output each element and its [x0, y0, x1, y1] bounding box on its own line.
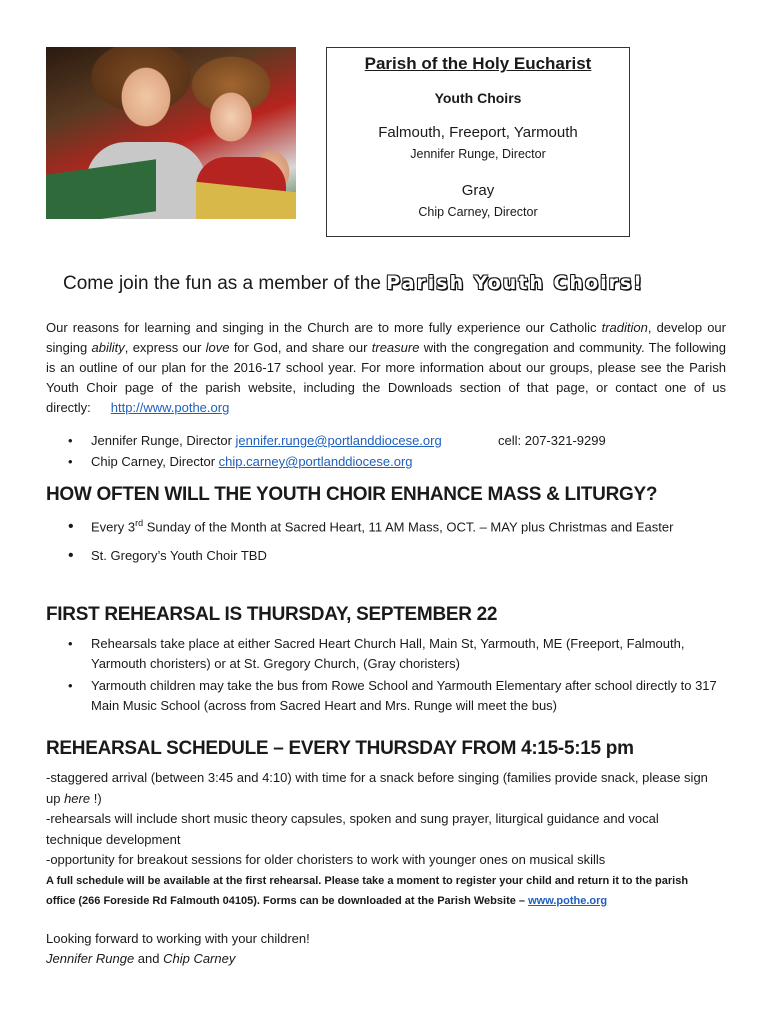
here-link[interactable]: here: [64, 790, 91, 806]
gray-label: Gray: [461, 182, 495, 199]
contact-item-carney: [68, 451, 442, 472]
schedule-line-1: [46, 768, 716, 809]
email-link-runge[interactable]: jennifer.runge@portlanddiocese.org: [235, 433, 442, 448]
parish-name: Parish of the Holy Eucharist: [364, 54, 592, 73]
first-rehearsal-heading: FIRST REHEARSAL IS THURSDAY, SEPTEMBER 22: [46, 604, 498, 625]
intro-paragraph: [46, 318, 726, 418]
first-item-2: Yarmouth children may take the bus from Rowe School and Yarmouth Elementary after school directly to 317 Main Music School (across from Sacred Heart and Mrs. Runge will meet the bus): [91, 678, 717, 713]
intro-text-5: with the congregation and community. The following is an outline of our plan for the 2016-17 school year. For more information about our groups, please see the Parish Youth Choir page of the parish website, including the Downloads section of that page, or contact one of us directly:: [46, 340, 726, 415]
signature-line: [46, 949, 310, 969]
choir-children-photo: [46, 47, 296, 219]
intro-text-1: Our reasons for learning and singing in the Church are to more fully experience our Catholic: [46, 320, 602, 335]
parish-website-link[interactable]: http://www.pothe.org: [110, 400, 230, 415]
schedule-heading: REHEARSAL SCHEDULE – EVERY THURSDAY FROM 4:15-5:15 pm: [46, 738, 634, 759]
cell-phone: cell: 207-321-9299: [498, 433, 606, 448]
bullet: •: [68, 518, 74, 536]
schedule-line-1a: -staggered arrival (between 3:45 and 4:10) with time for a snack before singing (families provide snack, please sign up: [46, 770, 708, 806]
intro-ability: ability: [91, 340, 125, 355]
intro-text-4: for God, and share our: [229, 340, 372, 355]
list-item: [68, 518, 673, 547]
join-lead: Come join the fun as a member of the: [63, 273, 387, 294]
first-item-1: Rehearsals take place at either Sacred Heart Church Hall, Main St, Yarmouth, ME (Freeport, Falmouth, Yarmouth choristers) or at St. Gregory Church, (Gray choristers): [91, 636, 685, 671]
signature-and: and: [134, 951, 164, 966]
intro-treasure: treasure: [371, 340, 420, 355]
contact-item-runge: [68, 430, 606, 451]
intro-tradition: tradition: [601, 320, 648, 335]
list-item: [68, 634, 728, 674]
often-item-1a: Every 3: [91, 519, 136, 535]
intro-text-3: , express our: [124, 340, 206, 355]
often-list: [68, 518, 673, 576]
schedule-line-2: -rehearsals will include short music theory capsules, spoken and sung prayer, liturgical guidance and vocal technique development: [46, 811, 659, 847]
often-item-1b: Sunday of the Month at Sacred Heart, 11 AM Mass, OCT. – MAY plus Christmas and Easter: [143, 519, 674, 535]
intro-text-2: , develop our singing: [46, 320, 726, 355]
often-item-2: St. Gregory’s Youth Choir TBD: [91, 548, 267, 563]
schedule-line-3: -opportunity for breakout sessions for older choristers to work with younger ones on musical skills: [46, 852, 606, 867]
schedule-line-1b: !): [90, 790, 102, 806]
join-headline: [63, 272, 644, 295]
hymnal-book: [46, 159, 156, 219]
closing: [46, 929, 310, 969]
bullet: •: [68, 636, 73, 651]
contact-name: Chip Carney, Director: [91, 454, 216, 469]
contact-list: [68, 430, 606, 472]
signature-runge: Jennifer Runge: [46, 951, 135, 966]
bullet: •: [68, 678, 73, 693]
bullet: •: [68, 433, 73, 448]
parish-header-box: [326, 47, 630, 237]
schedule-body: [46, 768, 716, 912]
often-heading: HOW OFTEN WILL THE YOUTH CHOIR ENHANCE MASS & LITURGY?: [46, 484, 658, 505]
contact-name: Jennifer Runge, Director: [91, 433, 232, 448]
list-item: [68, 547, 673, 576]
email-link-carney[interactable]: chip.carney@portlanddiocese.org: [218, 454, 413, 469]
director-carney: Chip Carney, Director: [418, 205, 538, 219]
pothe-website-link[interactable]: www.pothe.org: [528, 895, 608, 907]
towns-label: Falmouth, Freeport, Yarmouth: [378, 124, 578, 141]
signature-carney: Chip Carney: [163, 951, 236, 966]
bullet: •: [68, 547, 74, 564]
intro-love: love: [205, 340, 230, 355]
schedule-note-text: A full schedule will be available at the first rehearsal. Please take a moment to register your child and return it to the parish office (266 Foreside Rd Falmouth 04105). Forms can be downloaded at the Parish Website –: [46, 874, 689, 907]
closing-line: Looking forward to working with your children!: [46, 931, 310, 946]
director-runge: Jennifer Runge, Director: [410, 147, 546, 161]
bullet: •: [68, 454, 73, 469]
youth-choirs-label: Youth Choirs: [434, 90, 522, 106]
list-item: [68, 676, 728, 716]
join-highlight: Parish Youth Choirs!: [386, 272, 644, 294]
first-rehearsal-list: [68, 634, 728, 718]
schedule-note: [46, 871, 716, 912]
often-item-1-sup: rd: [135, 518, 144, 528]
